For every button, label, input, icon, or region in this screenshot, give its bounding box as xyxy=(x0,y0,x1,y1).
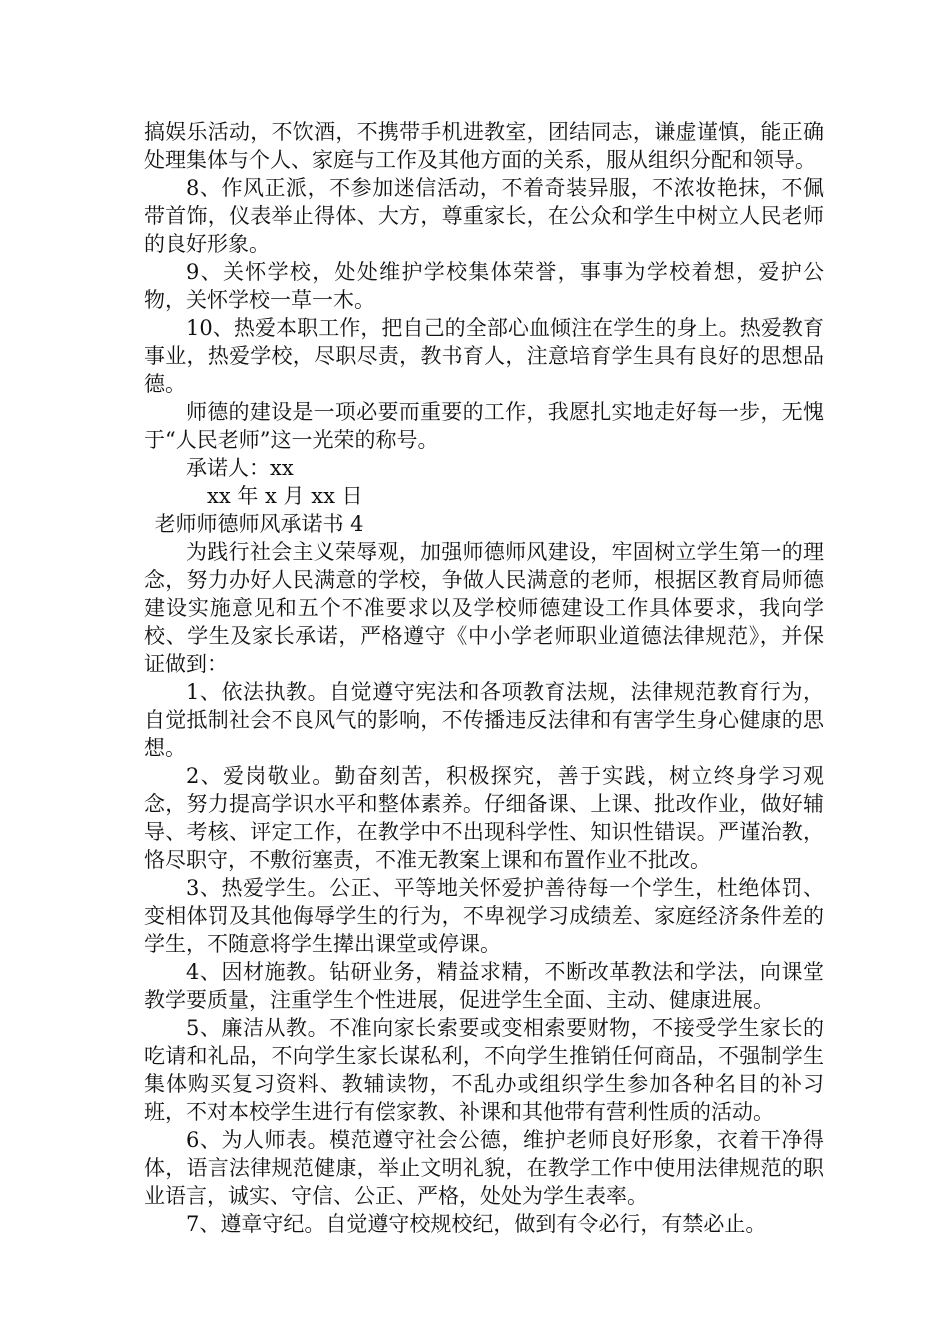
section-title: 老师师德师风承诺书 4 xyxy=(154,512,364,536)
paragraph-pledge-7: 7、遵章守纪。自觉遵守校规校纪，做到有令必行，有禁必止。 xyxy=(186,1212,767,1236)
paragraph-pledge-3: 3、热爱学生。公正、平等地关怀爱护善待每一个学生，杜绝体罚、变相体罚及其他侮辱学生的行为，不卑视学习成绩差、家庭经济条件差的学生，不随意将学生撵出课堂或停课。 xyxy=(144,876,824,956)
paragraph-pledge-6: 6、为人师表。模范遵守社会公德，维护老师良好形象，衣着干净得体，语言法律规范健康，举止文明礼貌，在教学工作中使用法律规范的职业语言，诚实、守信、公正、严格，处处为学生表率。 xyxy=(144,1128,824,1208)
paragraph-closing: 师德的建设是一项必要而重要的工作，我愿扎实地走好每一步，无愧于“人民老师”这一光荣的称号。 xyxy=(144,400,824,452)
document-page xyxy=(144,118,824,1238)
paragraph-item-8: 8、作风正派，不参加迷信活动，不着奇装异服，不浓妆艳抹，不佩带首饰，仪表举止得体、大方，尊重家长，在公众和学生中树立人民老师的良好形象。 xyxy=(144,176,824,256)
paragraph-item-9: 9、关怀学校，处处维护学校集体荣誉，事事为学校着想，爱护公物，关怀学校一草一木。 xyxy=(144,260,824,312)
paragraph-pledge-2: 2、爱岗敬业。勤奋刻苦，积极探究，善于实践，树立终身学习观念，努力提高学识水平和整体素养。仔细备课、上课、批改作业，做好辅导、考核、评定工作，在教学中不出现科学性、知识性错误。严谨治教，恪尽职守，不敷衍塞责，不准无教案上课和布置作业不批改。 xyxy=(144,764,824,872)
paragraph-pledge-5: 5、廉洁从教。不准向家长索要或变相索要财物，不接受学生家长的吃请和礼品，不向学生家长谋私利，不向学生推销任何商品，不强制学生集体购买复习资料、教辅读物，不乱办或组织学生参加各种名目的补习班，不对本校学生进行有偿家教、补课和其他带有营利性质的活动。 xyxy=(144,1016,824,1124)
paragraph-pledge-1: 1、依法执教。自觉遵守宪法和各项教育法规，法律规范教育行为，自觉抵制社会不良风气的影响，不传播违反法律和有害学生身心健康的思想。 xyxy=(144,680,824,760)
date-line: xx 年 x 月 xx 日 xyxy=(207,484,363,508)
paragraph-intro: 为践行社会主义荣辱观，加强师德师风建设，牢固树立学生第一的理念，努力办好人民满意的学校，争做人民满意的老师，根据区教育局师德建设实施意见和五个不准要求以及学校师德建设工作具体要求，我向学校、学生及家长承诺，严格遵守《中小学老师职业道德法律规范》，并保证做到： xyxy=(144,540,824,676)
signer-line: 承诺人：xx xyxy=(186,456,294,480)
paragraph-continuation: 搞娱乐活动，不饮酒，不携带手机进教室，团结同志，谦虚谨慎，能正确处理集体与个人、家庭与工作及其他方面的关系，服从组织分配和领导。 xyxy=(144,120,824,172)
paragraph-item-10: 10、热爱本职工作，把自己的全部心血倾注在学生的身上。热爱教育事业，热爱学校，尽职尽责，教书育人，注意培育学生具有良好的思想品德。 xyxy=(144,316,824,396)
paragraph-pledge-4: 4、因材施教。钻研业务，精益求精，不断改革教法和学法，向课堂教学要质量，注重学生个性进展，促进学生全面、主动、健康进展。 xyxy=(144,960,824,1012)
